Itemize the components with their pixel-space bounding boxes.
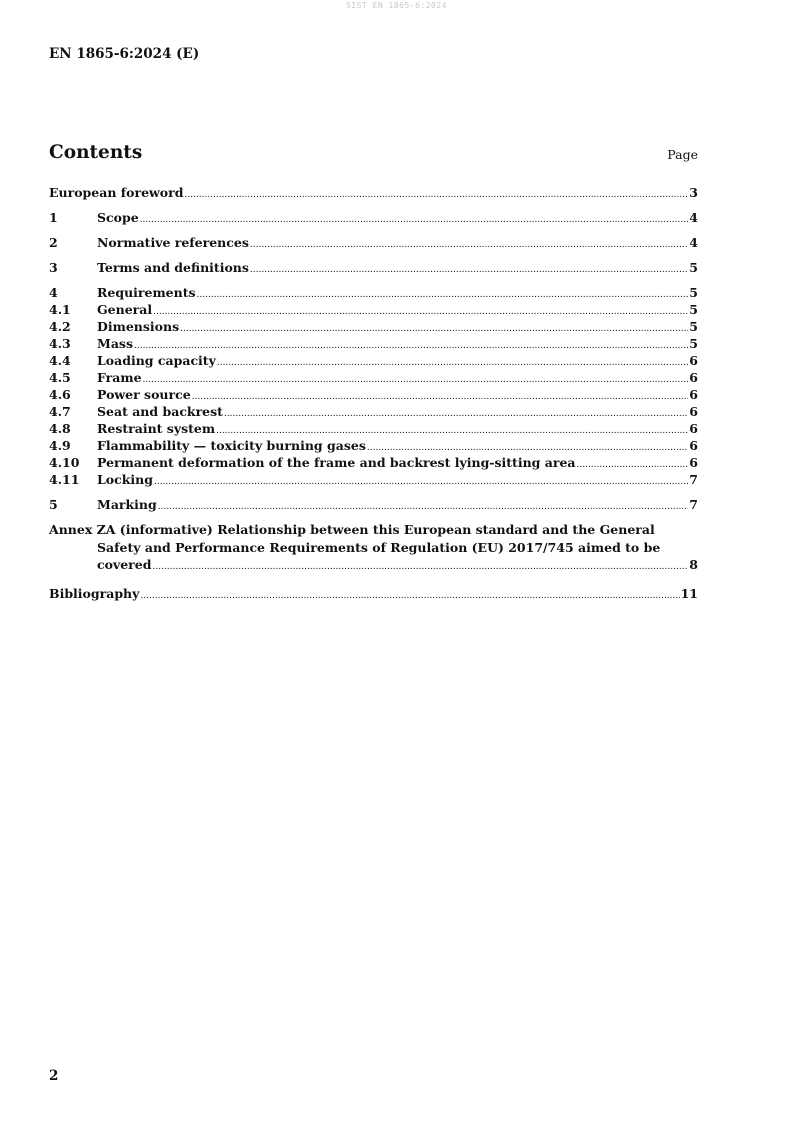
toc-entry-page: 6 (689, 387, 698, 402)
toc-entry-marking[interactable] (49, 496, 698, 513)
toc-entry-title: Marking (97, 497, 157, 512)
toc-entry-title: Restraint system (97, 421, 216, 436)
toc-entry-page: 5 (689, 285, 698, 300)
toc-entry-page: 11 (680, 585, 698, 601)
toc-entry-number: 4.1 (49, 302, 71, 317)
annex-title-line: Safety and Performance Requirements of Regulation (EU) 2017/745 aimed to be (97, 539, 661, 555)
document-id-header: EN 1865-6:2024 (E) (49, 46, 200, 62)
toc-entry-page: 3 (689, 185, 698, 200)
toc-entry-title: Flammability — toxicity burning gases (97, 438, 366, 453)
toc-entry-page: 4 (689, 210, 698, 225)
contents-title: Contents (49, 142, 143, 163)
toc-entry-mass[interactable] (49, 335, 698, 352)
toc-entry-frame[interactable] (49, 369, 698, 386)
toc-entry-number: 4.2 (49, 319, 71, 334)
toc-entry-number: 1 (49, 210, 58, 225)
toc-entry-number: 5 (49, 497, 58, 512)
dot-leader (197, 287, 689, 304)
toc-entry-page: 5 (689, 319, 698, 334)
toc-entry-scope[interactable] (49, 209, 698, 226)
dot-leader (184, 187, 688, 204)
toc-entry-annex-za[interactable] (49, 521, 698, 577)
dot-leader (158, 499, 689, 516)
toc-entry-flammability[interactable] (49, 437, 698, 454)
toc-entry-number: 4.6 (49, 387, 71, 402)
annex-title-line: Annex ZA (informative) Relationship between this European standard and the General (49, 522, 655, 537)
toc-entry-locking[interactable] (49, 471, 698, 488)
dot-leader (134, 338, 688, 355)
toc-entry-page: 6 (689, 421, 698, 436)
toc-entry-page: 6 (689, 404, 698, 419)
toc-entry-number: 4.7 (49, 404, 71, 419)
toc-entry-normative-references[interactable] (49, 234, 698, 251)
toc-entry-bibliography[interactable] (49, 585, 698, 602)
toc-entry-page: 7 (689, 472, 698, 487)
toc-entry-permanent-deformation[interactable] (49, 454, 698, 471)
toc-entry-number: 4.9 (49, 438, 71, 453)
toc-entry-page: 7 (689, 497, 698, 512)
toc-entry-number: 2 (49, 235, 58, 250)
toc-entry-title: Power source (97, 387, 191, 402)
toc-entry-title: Dimensions (97, 319, 180, 334)
toc-entry-number: 4.10 (49, 455, 80, 470)
toc-entry-loading-capacity[interactable] (49, 352, 698, 369)
toc-entry-general[interactable] (49, 301, 698, 318)
toc-entry-page: 6 (689, 455, 698, 470)
toc-entry-title: Frame (97, 370, 142, 385)
toc-entry-number: 4 (49, 285, 58, 300)
toc-entry-number: 4.3 (49, 336, 71, 351)
watermark: SIST EN 1865-6:2024 (345, 1, 447, 10)
dot-leader (140, 212, 689, 229)
toc-entry-page: 5 (689, 336, 698, 351)
dot-leader (577, 457, 689, 474)
toc-entry-number: 3 (49, 260, 58, 275)
toc-entry-dimensions[interactable] (49, 318, 698, 335)
toc-entry-page: 6 (689, 370, 698, 385)
toc-entry-number: 4.8 (49, 421, 71, 436)
toc-entry-page: 8 (689, 557, 698, 572)
toc-entry-title: Seat and backrest (97, 404, 223, 419)
dot-leader (153, 304, 688, 321)
toc-entry-title: Scope (97, 210, 139, 225)
toc-entry-page: 6 (689, 438, 698, 453)
toc-entry-title: Terms and definitions (97, 260, 249, 275)
toc-entry-number: 4.4 (49, 353, 71, 368)
table-of-contents (49, 184, 698, 602)
annex-title-line: covered (97, 557, 152, 572)
dot-leader (224, 406, 688, 423)
toc-entry-title: General (97, 302, 153, 317)
toc-entry-page: 5 (689, 302, 698, 317)
dot-leader (180, 321, 688, 338)
dot-leader (154, 474, 688, 491)
toc-entry-title: Requirements (97, 285, 196, 300)
dot-leader (217, 355, 688, 372)
toc-entry-power-source[interactable] (49, 386, 698, 403)
dot-leader (192, 389, 689, 406)
toc-entry-requirements[interactable] (49, 284, 698, 301)
toc-entry-restraint-system[interactable] (49, 420, 698, 437)
toc-entry-page: 6 (689, 353, 698, 368)
toc-entry-seat-backrest[interactable] (49, 403, 698, 420)
dot-leader (250, 262, 688, 279)
dot-leader (250, 237, 688, 254)
toc-entry-title: European foreword (49, 185, 184, 200)
toc-entry-title: Mass (97, 336, 134, 351)
toc-entry-title: Normative references (97, 235, 249, 250)
toc-entry-page: 5 (689, 260, 698, 275)
toc-entry-title: Loading capacity (97, 353, 216, 368)
dot-leader (152, 559, 688, 577)
toc-entry-title: Bibliography (49, 585, 140, 601)
dot-leader (140, 588, 679, 605)
page-column-label: Page (667, 147, 698, 162)
toc-entry-terms-definitions[interactable] (49, 259, 698, 276)
dot-leader (143, 372, 689, 389)
page-number: 2 (49, 1068, 59, 1084)
toc-entry-number: 4.5 (49, 370, 71, 385)
toc-entry-foreword[interactable] (49, 184, 698, 201)
toc-entry-title: Locking (97, 472, 153, 487)
toc-entry-title: Permanent deformation of the frame and backrest lying-sitting area (97, 455, 576, 470)
toc-entry-number: 4.11 (49, 472, 80, 487)
toc-entry-page: 4 (689, 235, 698, 250)
